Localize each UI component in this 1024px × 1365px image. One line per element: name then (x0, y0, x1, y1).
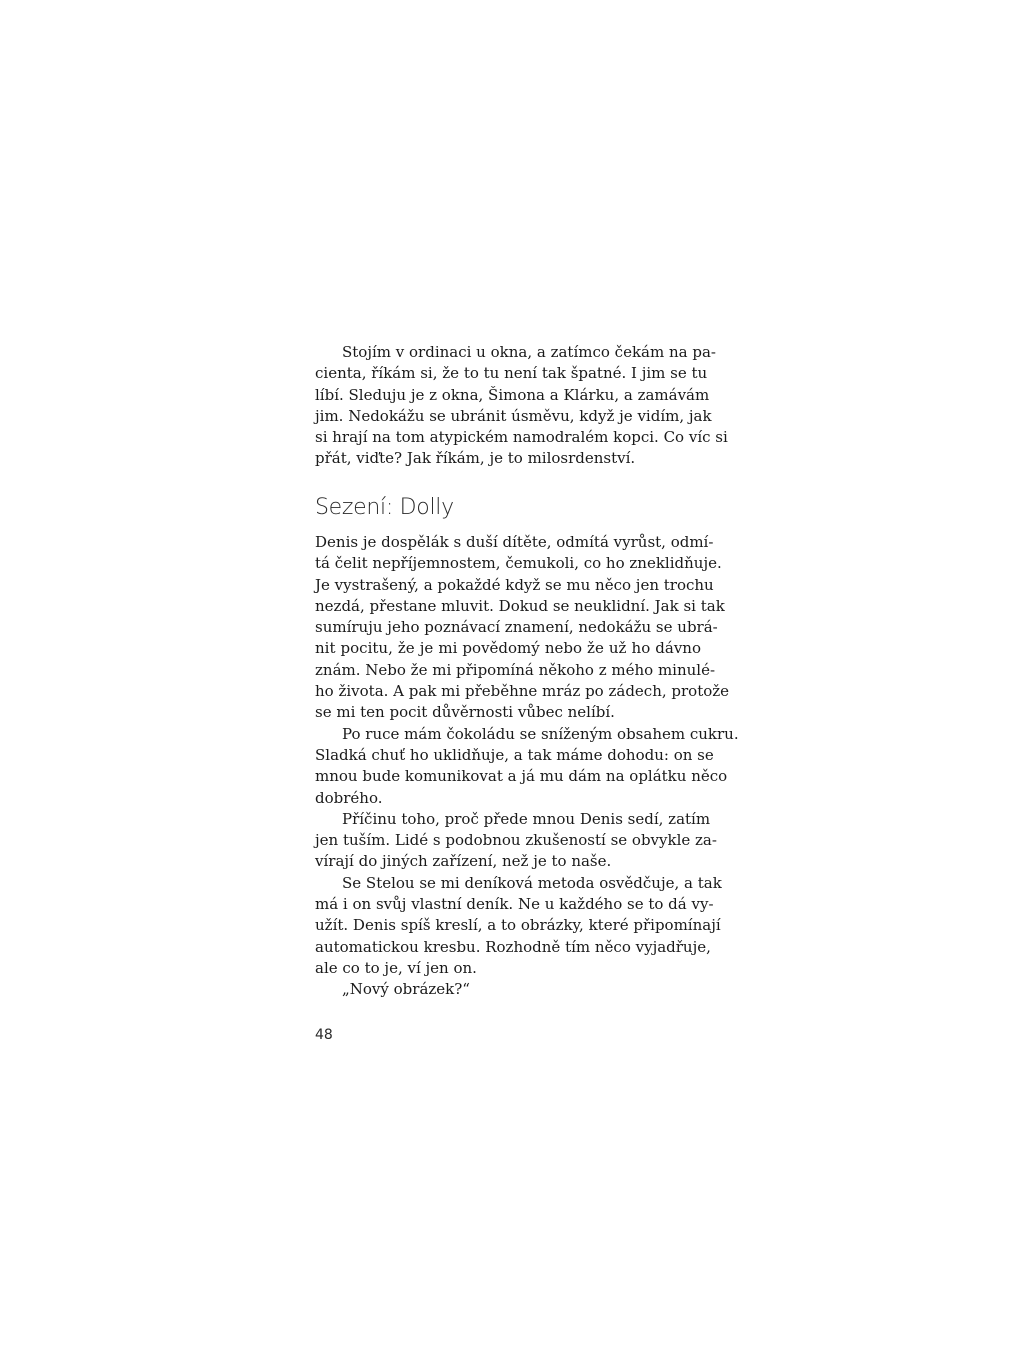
text-line: cienta, říkám si, že to tu není tak špatné. I jim se tu (315, 364, 708, 383)
text-line: ale co to je, ví jen on. (315, 958, 477, 977)
intro-paragraph (315, 342, 728, 470)
text-line: automatickou kresbu. Rozhodně tím něco vyjadřuje, (315, 937, 711, 956)
text-line: Se Stelou se mi deníková metoda osvědčuje, a tak (342, 873, 722, 892)
text-line: dobrého. (315, 788, 383, 807)
text-line: tá čelit nepříjemnostem, čemukoli, co ho zneklidňuje. (315, 554, 722, 573)
text-line: „Nový obrázek?“ (342, 980, 470, 999)
text-line: nezdá, přestane mluvit. Dokud se neuklidní. Jak si tak (315, 596, 725, 615)
text-line: přát, viďte? Jak říkám, je to milosrdenství. (315, 449, 636, 468)
text-line: sumíruju jeho poznávací znamení, nedokážu se ubrá- (315, 618, 718, 637)
text-line: znám. Nebo že mi připomíná někoho z mého minulé- (315, 660, 716, 679)
text-line: se mi ten pocit důvěrnosti vůbec nelíbí. (315, 703, 615, 722)
text-line: líbí. Sleduju je z okna, Šimona a Klárku, a zamávám (315, 385, 710, 404)
section-heading: Sezení: Dolly (315, 495, 454, 520)
page-number: 48 (315, 1027, 333, 1043)
text-line: vírají do jiných zařízení, než je to naše. (315, 852, 612, 871)
text-line: Denis je dospělák s duší dítěte, odmítá vyrůst, odmí- (315, 533, 714, 551)
text-line: Po ruce mám čokoládu se sníženým obsahem cukru. (342, 724, 739, 743)
text-line: ho života. A pak mi přeběhne mráz po zádech, protože (315, 682, 730, 701)
text-line: užít. Denis spíš kreslí, a to obrázky, které připomínají (315, 916, 721, 935)
text-line: mnou bude komunikovat a já mu dám na oplátku něco (315, 767, 728, 786)
text-line: Sladká chuť ho uklidňuje, a tak máme dohodu: on se (315, 745, 714, 764)
text-line: Stojím v ordinaci u okna, a zatímco čekám na pa- (342, 343, 716, 361)
text-line: Příčinu toho, proč přede mnou Denis sedí, zatím (342, 809, 711, 828)
text-line: si hrají na tom atypickém namodralém kopci. Co víc si (315, 428, 728, 447)
text-line: nit pocitu, že je mi povědomý nebo že už ho dávno (315, 639, 701, 658)
text-line: jen tuším. Lidé s podobnou zkušeností se obvykle za- (315, 831, 717, 850)
text-line: má i on svůj vlastní deník. Ne u každého se to dá vy- (315, 895, 714, 914)
section-body (315, 532, 739, 1001)
text-line: jim. Nedokážu se ubránit úsměvu, když je vidím, jak (315, 406, 712, 425)
text-line: Je vystrašený, a pokaždé když se mu něco jen trochu (315, 575, 714, 594)
